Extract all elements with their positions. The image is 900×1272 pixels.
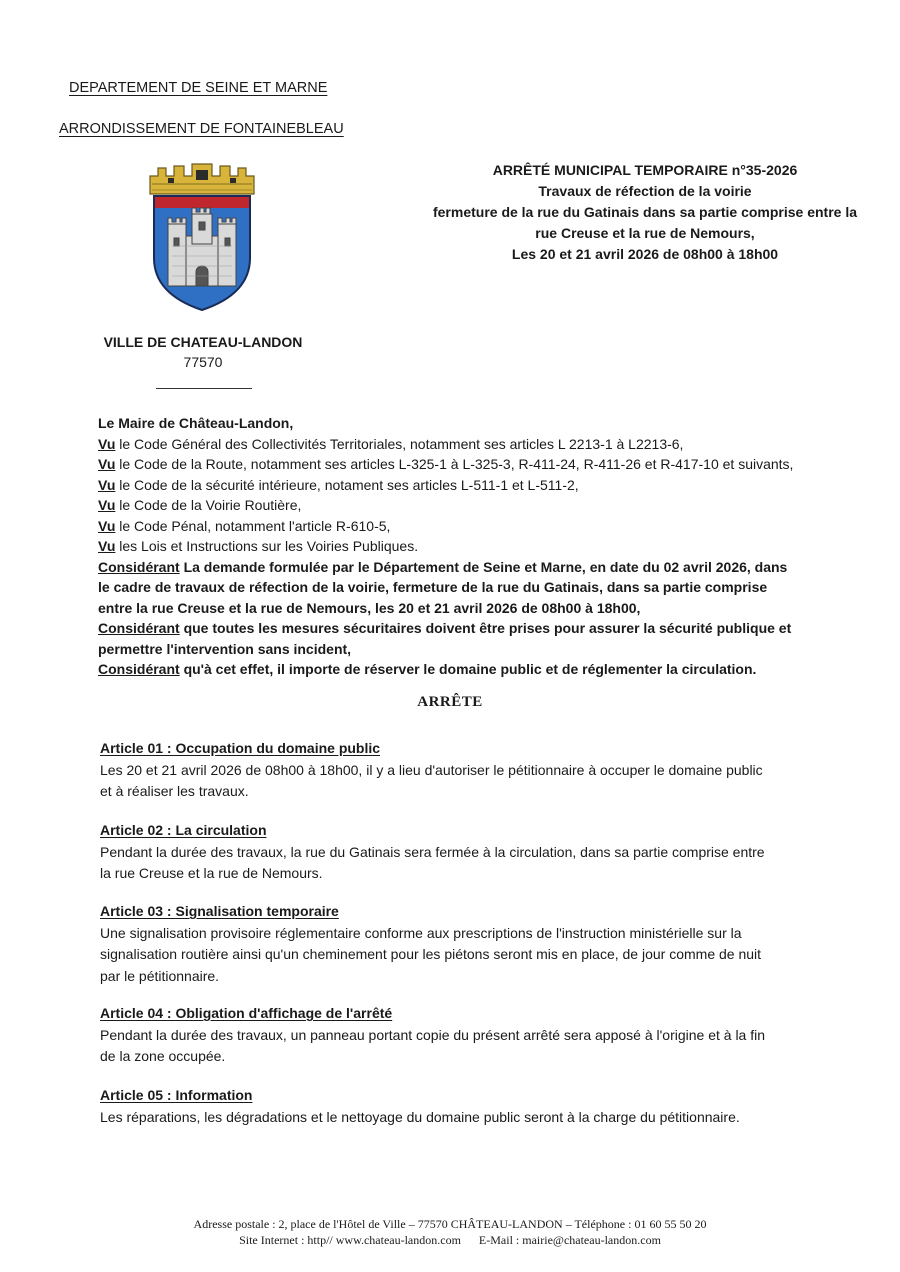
- footer: [0, 1216, 900, 1248]
- considerant-line: entre la rue Creuse et la rue de Nemours, les 20 et 21 avril 2026 de 08h00 à 18h00,: [98, 599, 641, 616]
- vu-line: Vu le Code de la sécurité intérieure, notament ses articles L-511-1 et L-511-2,: [98, 476, 579, 493]
- considerant-line: Considérant La demande formulée par le Département de Seine et Marne, en date du 02 avril 2026, dans: [98, 558, 788, 575]
- vu-line: Vu le Code Général des Collectivités Territoriales, notamment ses articles L 2213-1 à L2213-6,: [98, 435, 684, 452]
- article-text: signalisation routière ainsi qu'un cheminement pour les piétons seront mis en place, de jour comme de nuit: [100, 946, 762, 962]
- arrete-title-block: [410, 160, 880, 265]
- arrete-subject-line: rue Creuse et la rue de Nemours,: [535, 225, 755, 241]
- article-heading: Article 04 : Obligation d'affichage de l'arrêté: [100, 1005, 393, 1021]
- article-03: [100, 901, 840, 987]
- considerant-label: Considérant: [98, 620, 180, 636]
- considerant-label: Considérant: [98, 661, 180, 677]
- chateau-landon-coat-of-arms-icon: [138, 162, 266, 314]
- considerant-line: le cadre de travaux de réfection de la voirie, fermeture de la rue du Gatinais, dans sa partie comprise: [98, 579, 768, 595]
- arrete-heading: ARRÊTE: [417, 694, 483, 710]
- vu-label: Vu: [98, 517, 116, 534]
- department-heading: DEPARTEMENT DE SEINE ET MARNE: [69, 80, 328, 96]
- article-heading: Article 03 : Signalisation temporaire: [100, 903, 339, 919]
- article-04: [100, 1003, 840, 1068]
- article-text: Une signalisation provisoire réglementaire conforme aux prescriptions de l'instruction ministérielle sur la: [100, 924, 742, 941]
- divider: [156, 388, 252, 389]
- article-02: [100, 820, 840, 885]
- article-text: Pendant la durée des travaux, un panneau portant copie du présent arrêté sera apposé à l'origine et à la fin: [100, 1026, 766, 1043]
- town-name: VILLE DE CHATEAU-LANDON: [103, 334, 303, 350]
- castle-tower-icon: [168, 208, 236, 286]
- considerant-line: Considérant qu'à cet effet, il importe de réserver le domaine public et de réglementer la circulation.: [98, 661, 757, 677]
- arrondissement-heading: ARRONDISSEMENT DE FONTAINEBLEAU: [59, 121, 344, 137]
- vu-line: Vu le Code de la Route, notamment ses articles L-325-1 à L-325-3, R-411-24, R-411-26 et R-417-10 et suivants,: [98, 456, 794, 472]
- considerant-line: permettre l'intervention sans incident,: [98, 640, 352, 657]
- article-05: [100, 1085, 840, 1128]
- vu-label: Vu: [98, 476, 116, 493]
- considerant-label: Considérant: [98, 558, 180, 575]
- considerant-line: Considérant que toutes les mesures sécuritaires doivent être prises pour assurer la sécurité publique et: [98, 620, 792, 636]
- town-block: [90, 332, 316, 372]
- maire-line: Le Maire de Château-Landon,: [98, 415, 294, 431]
- article-heading: Article 05 : Information: [100, 1087, 253, 1103]
- article-01: [100, 738, 840, 803]
- arrete-number: ARRÊTÉ MUNICIPAL TEMPORAIRE n°35-2026: [492, 162, 798, 178]
- vu-label: Vu: [98, 435, 116, 452]
- article-text: et à réaliser les travaux.: [100, 783, 249, 799]
- town-postcode: 77570: [183, 354, 223, 370]
- article-text: par le pétitionnaire.: [100, 967, 220, 984]
- arrete-subject-line: fermeture de la rue du Gatinais dans sa partie comprise entre la: [432, 204, 858, 220]
- footer-website[interactable]: Site Internet : http// www.chateau-landon.com: [239, 1233, 461, 1247]
- article-heading: Article 01 : Occupation du domaine public: [100, 740, 381, 756]
- article-heading: Article 02 : La circulation: [100, 822, 267, 838]
- article-text: la rue Creuse et la rue de Nemours.: [100, 865, 323, 881]
- vu-line: Vu le Code Pénal, notamment l'article R-610-5,: [98, 517, 391, 534]
- vu-line: Vu le Code de la Voirie Routière,: [98, 497, 302, 513]
- arrete-subject: Travaux de réfection de la voirie: [538, 183, 752, 199]
- article-text: de la zone occupée.: [100, 1048, 226, 1064]
- arrete-dates: Les 20 et 21 avril 2026 de 08h00 à 18h00: [511, 246, 779, 262]
- vu-line: Vu les Lois et Instructions sur les Voiries Publiques.: [98, 538, 419, 554]
- article-text: Les réparations, les dégradations et le nettoyage du domaine public seront à la charge du pétitionnaire.: [100, 1108, 740, 1125]
- vu-label: Vu: [98, 497, 116, 513]
- article-text: Les 20 et 21 avril 2026 de 08h00 à 18h00, il y a lieu d'autoriser le pétitionnaire à occuper le domaine public: [100, 761, 763, 778]
- mural-crown-icon: [150, 164, 254, 194]
- preamble: [98, 413, 848, 680]
- article-text: Pendant la durée des travaux, la rue du Gatinais sera fermée à la circulation, dans sa partie comprise entre: [100, 843, 765, 860]
- vu-label: Vu: [98, 456, 116, 472]
- footer-email[interactable]: E-Mail : mairie@chateau-landon.com: [478, 1233, 661, 1247]
- vu-label: Vu: [98, 538, 116, 554]
- footer-address: Adresse postale : 2, place de l'Hôtel de Ville – 77570 CHÂTEAU-LANDON – Téléphone : 01 60 55 50 20: [193, 1217, 707, 1231]
